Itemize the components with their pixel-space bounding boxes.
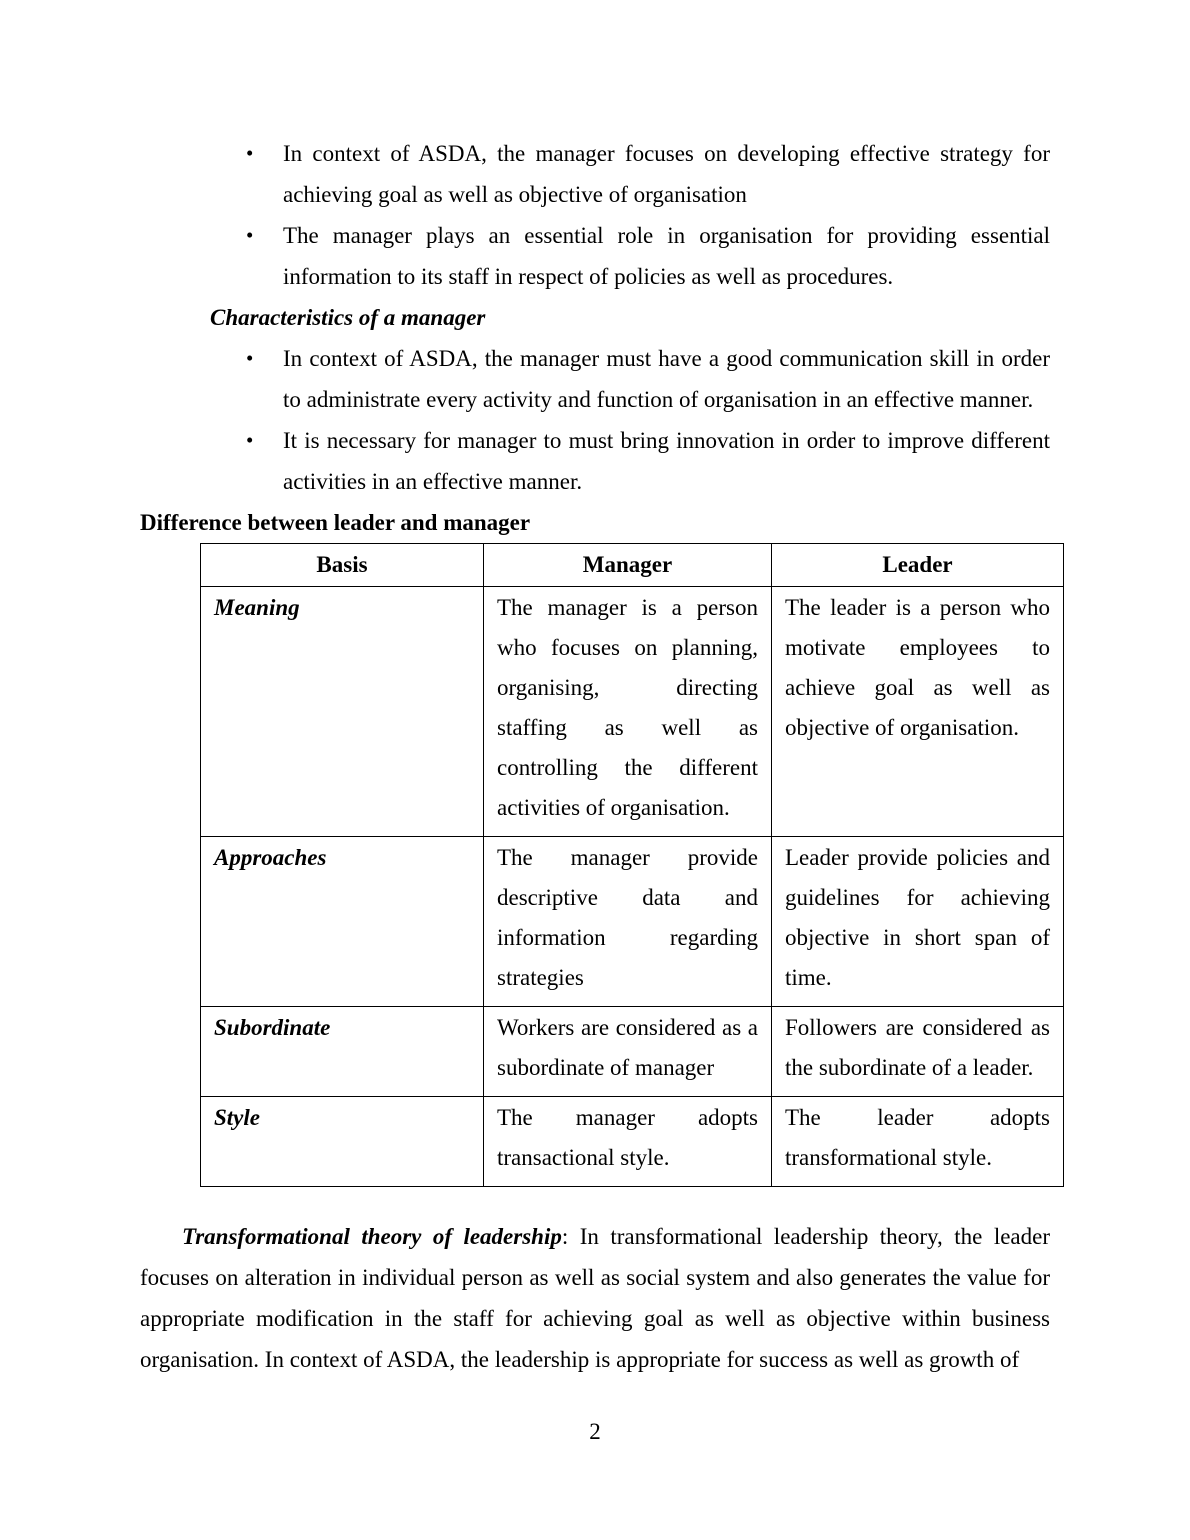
row-label-meaning: Meaning <box>201 587 484 837</box>
page-number: 2 <box>589 1419 601 1444</box>
cell-leader-approaches: Leader provide policies and guidelines for achieving objective in short span of time. <box>772 837 1064 1007</box>
difference-heading: Difference between leader and manager <box>140 510 531 535</box>
cell-leader-meaning: The leader is a person who motivate employees to achieve goal as well as objective of organisation. <box>772 587 1064 837</box>
table-row <box>201 837 1064 1007</box>
leader-manager-comparison-table <box>200 543 1064 1187</box>
column-header-leader: Leader <box>772 544 1064 587</box>
manager-role-bullet-list <box>140 133 1050 297</box>
transformational-lead-term: Transformational theory of leadership <box>182 1224 562 1249</box>
cell-manager-meaning: The manager is a person who focuses on planning, organising, directing staffing as well as controlling the different activities of organisation. <box>484 587 772 837</box>
bullet-icon: • <box>246 223 254 247</box>
bullet-icon: • <box>246 428 254 452</box>
list-item-text: It is necessary for manager to must bring innovation in order to improve different activities in an effective manner. <box>283 428 1050 494</box>
column-header-basis: Basis <box>201 544 484 587</box>
row-label-subordinate: Subordinate <box>201 1007 484 1097</box>
table-row <box>201 1007 1064 1097</box>
column-header-manager: Manager <box>484 544 772 587</box>
row-label-approaches: Approaches <box>201 837 484 1007</box>
transformational-paragraph <box>140 1216 1050 1380</box>
table-header-row <box>201 544 1064 587</box>
list-item <box>246 215 1050 297</box>
list-item-text: In context of ASDA, the manager focuses on developing effective strategy for achieving goal as well as objective of organisation <box>283 141 1050 207</box>
table-row <box>201 1097 1064 1187</box>
row-label-style: Style <box>201 1097 484 1187</box>
cell-manager-approaches: The manager provide descriptive data and information regarding strategies <box>484 837 772 1007</box>
cell-leader-subordinate: Followers are considered as the subordinate of a leader. <box>772 1007 1064 1097</box>
cell-manager-subordinate: Workers are considered as a subordinate of manager <box>484 1007 772 1097</box>
cell-manager-style: The manager adopts transactional style. <box>484 1097 772 1187</box>
list-item-text: The manager plays an essential role in organisation for providing essential information to its staff in respect of policies as well as procedures. <box>283 223 1050 289</box>
bullet-icon: • <box>246 346 254 370</box>
list-item <box>246 133 1050 215</box>
characteristics-bullet-list <box>140 338 1050 502</box>
list-item <box>246 338 1050 420</box>
table-row <box>201 587 1064 837</box>
transformational-body-text: : In transformational leadership theory, the leader focuses on alteration in individual person as well as social system and also generates the value for appropriate modification in the staff for achieving goal as well as objective within business organisation. In context of ASDA, the leadership is appropriate for success as well as growth of <box>140 1224 1051 1372</box>
list-item-text: In context of ASDA, the manager must have a good communication skill in order to administrate every activity and function of organisation in an effective manner. <box>283 346 1050 412</box>
cell-leader-style: The leader adopts transformational style. <box>772 1097 1064 1187</box>
list-item <box>246 420 1050 502</box>
bullet-icon: • <box>246 141 254 165</box>
characteristics-heading: Characteristics of a manager <box>210 305 486 330</box>
